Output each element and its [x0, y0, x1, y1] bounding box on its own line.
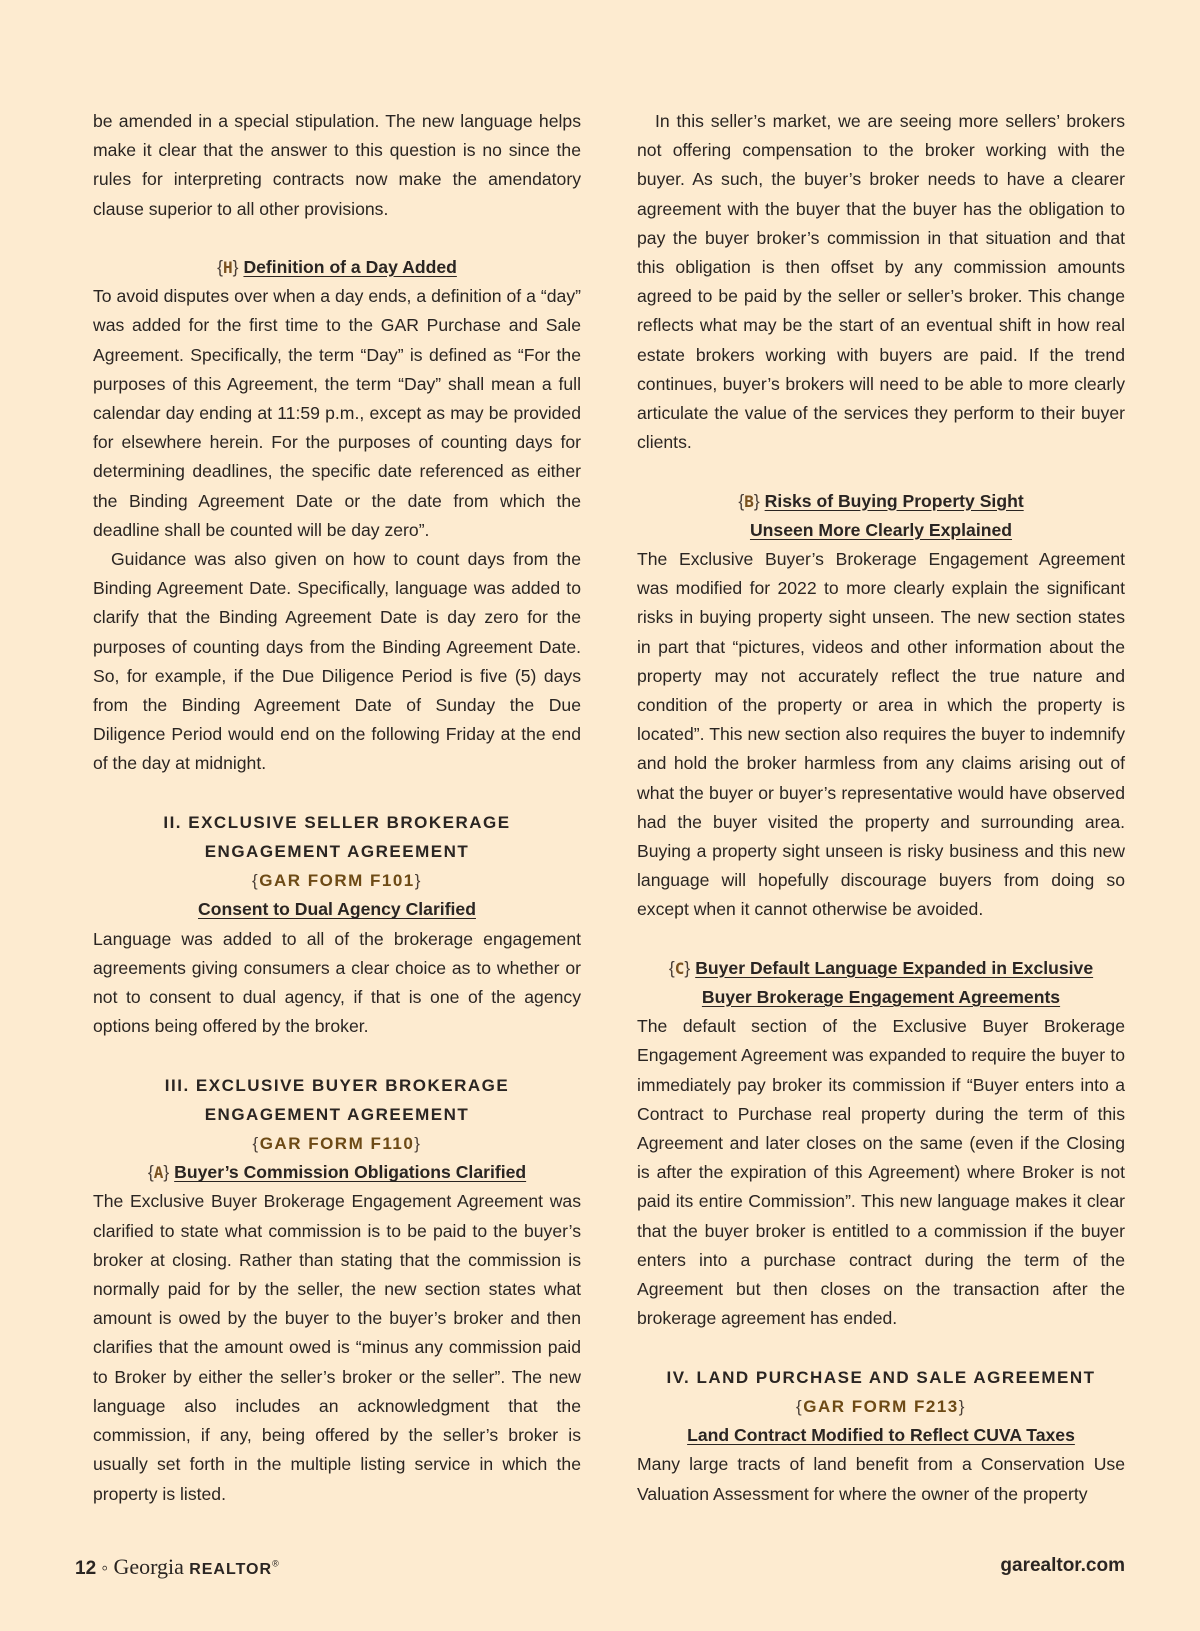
section-title-line: ENGAGEMENT AGREEMENT — [204, 1104, 470, 1124]
page-number: 12 — [75, 1558, 97, 1579]
subsection-title: Consent to Dual Agency Clarified — [198, 899, 476, 920]
paragraph: The Exclusive Buyer’s Brokerage Engagement Agreement was modified for 2022 to more clearly explain the significant risks in buying property sight unseen. The new section states in part that “pictures, videos and other information about the property may not accurately reflect the true nature and condition of the property or area in which the property is located”. This new section also requires the buyer to indemnify and hold the broker harmless from any claims arising out of what the buyer or buyer’s representative would have observed had the buyer visited the property and surrounding area. Buying a property sight unseen is risky business and this new language will hopefully discourage buyers from doing so except when it cannot otherwise be avoided. — [637, 549, 1125, 920]
paragraph: To avoid disputes over when a day ends, a definition of a “day” was added for the first time to the GAR Purchase and Sale Agreement. Specifically, the term “Day” is defined as “For the purposes of this Agreement, the term “Day” shall mean a full calendar day ending at 11:59 p.m., except as may be provided for elsewhere herein. For the purposes of counting days for determining deadlines, the specific date referenced as either the Binding Agreement Date or the date from which the deadline shall be counted will be day zero”. — [93, 286, 581, 540]
website-url: garealtor.com — [1000, 1555, 1125, 1576]
subsection-title: Buyer’s Commission Obligations Clarified — [174, 1162, 527, 1183]
subsection-heading-b: {B} Risks of Buying Property Sight Unseen More Clearly Explained — [738, 490, 1024, 540]
section-title-line: II. EXCLUSIVE SELLER BROKERAGE — [163, 812, 511, 832]
paragraph: The default section of the Exclusive Buyer Brokerage Engagement Agreement was expanded to require the buyer to immediately pay broker its commission if “Buyer enters into a Contract to Purchase real property during the term of this Agreement and later closes on the same (even if the Closing is after the expiration of this Agreement) where Broker is not paid its entire Commission”. This new language makes it clear that the buyer broker is entitled to a commission if the buyer enters into a purchase contract during the term of the Agreement but then closes on the transaction after the brokerage agreement has ended. — [637, 1016, 1125, 1329]
subsection-heading-h: {H} Definition of a Day Added — [217, 257, 457, 277]
subsection-title: Buyer Brokerage Engagement Agreements — [701, 987, 1061, 1008]
subsection-heading — [93, 895, 581, 924]
paragraph: In this seller’s market, we are seeing more sellers’ brokers not offering compensation to the broker working with the buyer. As such, the buyer’s broker needs to have a clearer agreement with the buyer that the buyer has the obligation to pay the buyer broker’s commission in that situation and that this obligation is then offset by any commission amounts agreed to be paid by the seller or seller’s broker. This change reflects what may be the start of an eventual shift in how real estate brokers working with buyers are paid. If the trend continues, buyer’s brokers will need to be able to more clearly articulate the value of the services they perform to their buyer clients. — [637, 111, 1125, 453]
paragraph: be amended in a special stipulation. The new language helps make it clear that the answer to this question is no since the rules for interpreting contracts now make the amendatory clause superior to all other provisions. — [93, 111, 581, 219]
section-heading-ii: II. EXCLUSIVE SELLER BROKERAGE ENGAGEMENT AGREEMENT {GAR FORM F101} — [93, 808, 581, 896]
subsection-letter: B — [744, 491, 754, 511]
left-column — [93, 107, 581, 1509]
right-column — [637, 107, 1125, 1509]
form-number: GAR FORM F110 — [259, 1134, 415, 1154]
section-title-line: IV. LAND PURCHASE AND SALE AGREEMENT — [666, 1367, 1096, 1387]
subsection-title: Risks of Buying Property Sight — [764, 490, 1024, 511]
section-title-line: ENGAGEMENT AGREEMENT — [204, 842, 470, 862]
form-number: GAR FORM F213 — [803, 1396, 959, 1416]
subsection-title: Unseen More Clearly Explained — [749, 519, 1013, 540]
subsection-heading — [637, 1421, 1125, 1450]
paragraph: The Exclusive Buyer Brokerage Engagement Agreement was clarified to state what commission is to be paid to the buyer’s broker at closing. Rather than stating that the commission is normally paid for by the seller, the new section states what amount is owed by the buyer to the buyer’s broker and then clarifies that the amount owed is “minus any commission paid to Broker by either the seller’s broker or the seller”. The new language also includes an acknowledgment that the commission, if any, being offered by the seller’s broker is usually set forth in the multiple listing service in which the property is listed. — [93, 1191, 581, 1504]
paragraph: Language was added to all of the brokerage engagement agreements giving consumers a clear choice as to whether or not to consent to dual agency, if that is one of the agency options being offered by the broker. — [93, 928, 581, 1037]
section-heading-iv: IV. LAND PURCHASE AND SALE AGREEMENT {GAR FORM F213} — [637, 1363, 1125, 1421]
paragraph: Guidance was also given on how to count days from the Binding Agreement Date. Specifically, language was added to clarify that the Binding Agreement Date is day zero for the purposes of counting days from the Binding Agreement Date. So, for example, if the Due Diligence Period is five (5) days from the Binding Agreement Date of Sunday the Due Diligence Period would end on the following Friday at the end of the day at midnight. — [93, 549, 581, 774]
section-heading-iii: III. EXCLUSIVE BUYER BROKERAGE ENGAGEMENT AGREEMENT {GAR FORM F110} — [93, 1071, 581, 1159]
subsection-letter: H — [223, 258, 233, 277]
subsection-heading-a: {A} Buyer’s Commission Obligations Clarified — [147, 1162, 527, 1183]
paragraph: Many large tracts of land benefit from a Conservation Use Valuation Assessment for where the owner of the property — [637, 1454, 1125, 1504]
subsection-letter: C — [674, 958, 685, 978]
registered-mark: ® — [272, 1558, 279, 1569]
section-title-line: III. EXCLUSIVE BUYER BROKERAGE — [164, 1075, 510, 1095]
subsection-letter: A — [153, 1163, 164, 1183]
subsection-title: Land Contract Modified to Reflect CUVA Taxes — [687, 1425, 1075, 1446]
magazine-suffix: REALTOR — [189, 1561, 273, 1578]
magazine-name: Georgia — [113, 1554, 184, 1579]
form-number: GAR FORM F101 — [259, 871, 415, 891]
separator: ◦ — [101, 1558, 109, 1579]
subsection-title: Definition of a Day Added — [243, 257, 457, 277]
subsection-title: Buyer Default Language Expanded in Exclusive — [695, 957, 1094, 978]
subsection-heading-c: {C} Buyer Default Language Expanded in Exclusive Buyer Brokerage Engagement Agreements — [668, 957, 1094, 1008]
page-footer-left — [75, 1554, 279, 1580]
